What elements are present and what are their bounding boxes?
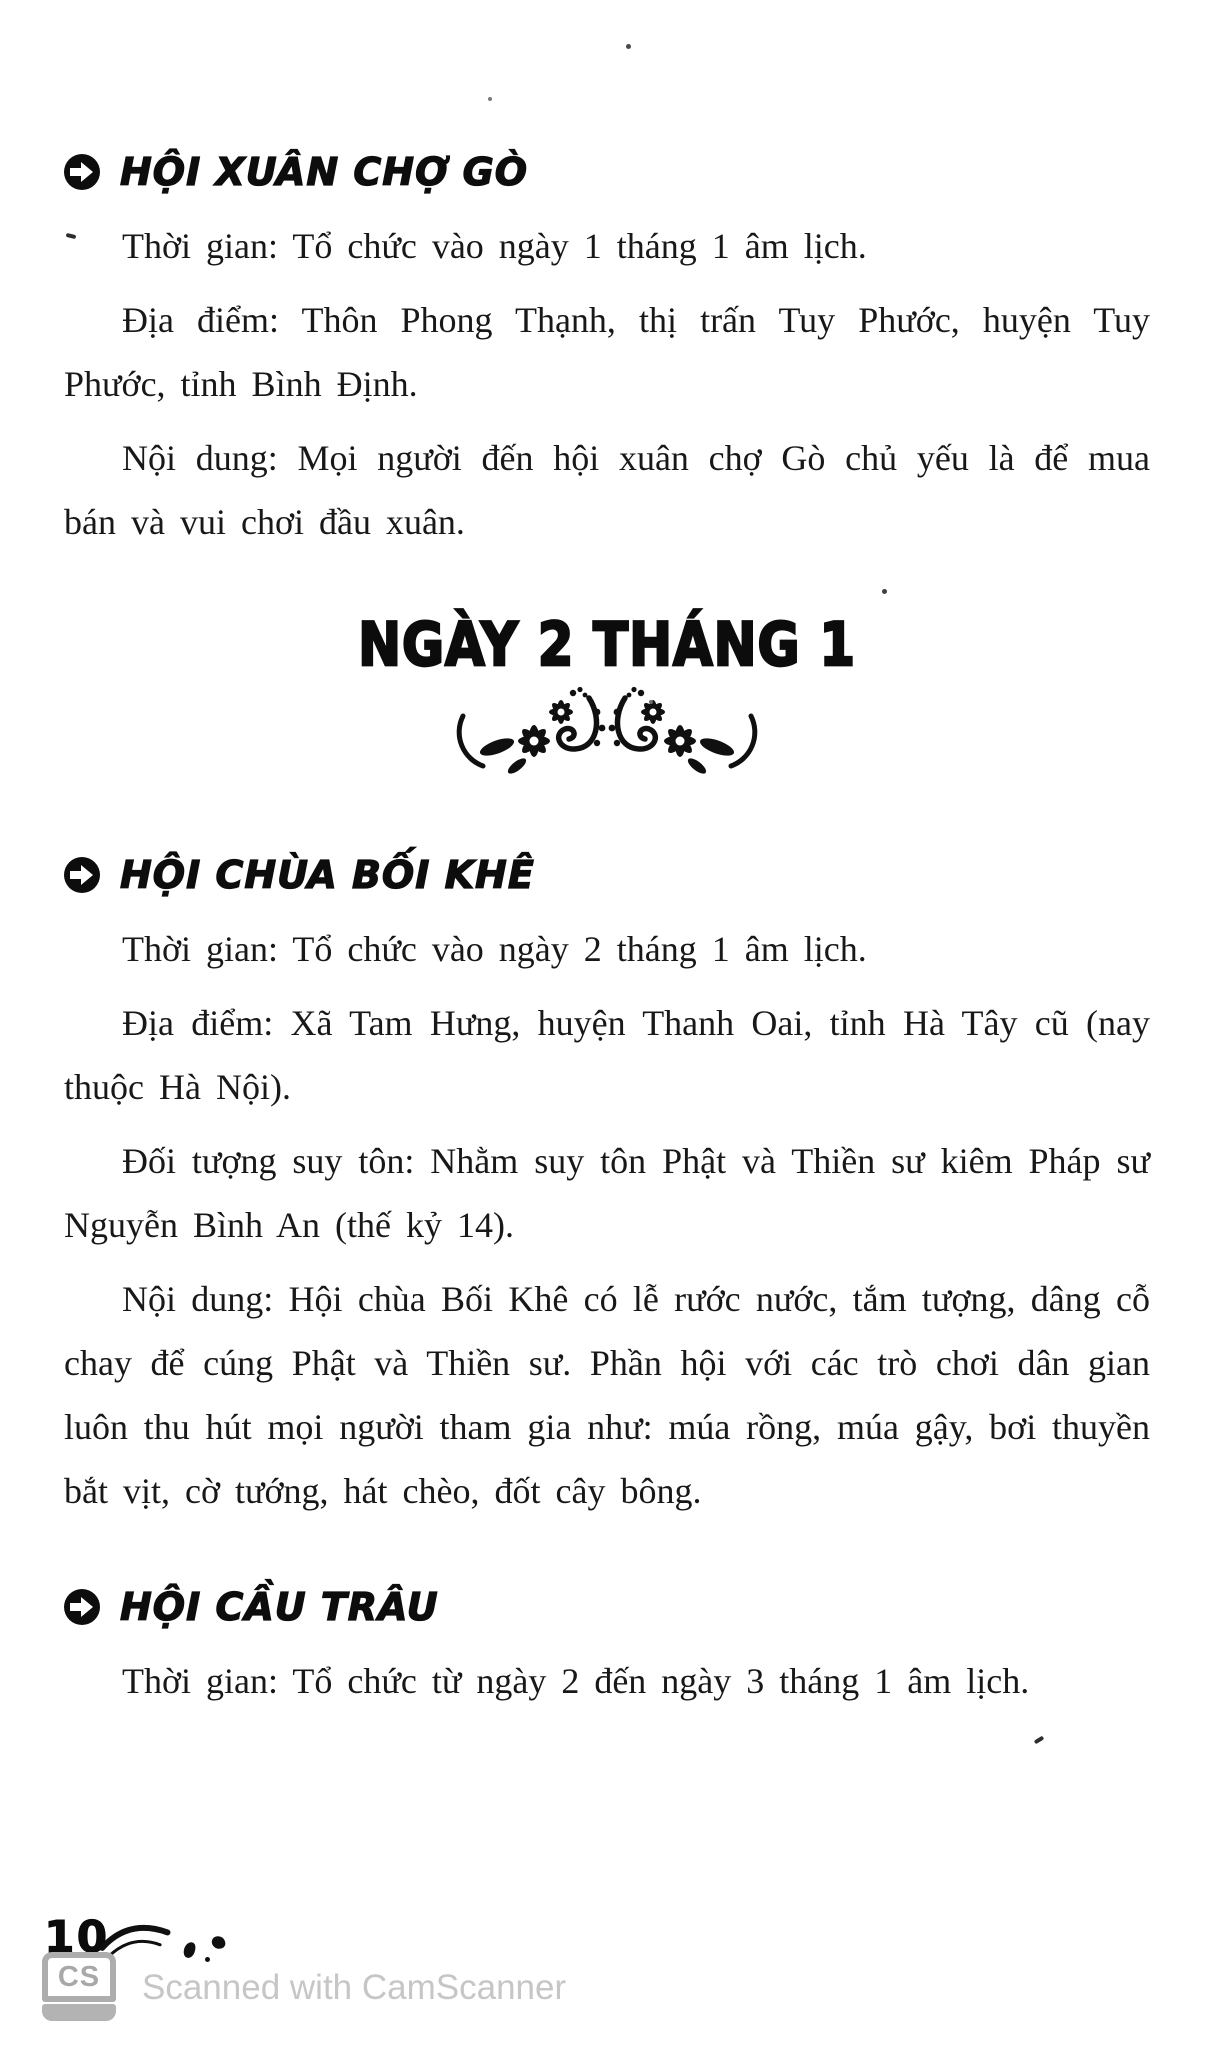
festival-section-hoi-chua-boi-khe <box>64 853 1150 1523</box>
camscanner-logo-tab <box>42 2004 116 2021</box>
paragraph-time: Thời gian: Tổ chức vào ngày 2 tháng 1 âm lịch. <box>122 929 867 969</box>
scan-speck <box>882 589 887 594</box>
festival-section-hoi-xuan-cho-go <box>64 150 1150 554</box>
festival-title <box>64 150 1150 194</box>
festival-section-hoi-cau-trau <box>64 1585 1150 1713</box>
paragraph-content: Nội dung: Hội chùa Bối Khê có lễ rước nước, tắm tượng, dâng cỗ chay để cúng Phật và Thiền sư. Phần hội với các trò chơi dân gian luôn thu hút mọi người tham gia như: múa rồng, múa gậy, bơi thuyền bắt vịt, cờ tướng, hát chèo, đốt cây bông. <box>64 1279 1150 1511</box>
festival-title <box>64 853 1150 897</box>
ink-blot <box>210 1934 226 1950</box>
camscanner-watermark <box>42 1952 566 2024</box>
day-heading <box>64 609 1150 680</box>
festival-title <box>64 1585 1150 1629</box>
floral-divider-icon <box>437 686 777 778</box>
circled-right-arrow-icon <box>64 1589 100 1625</box>
camscanner-logo-text: CS <box>42 1952 116 2002</box>
paragraph-place: Địa điểm: Thôn Phong Thạnh, thị trấn Tuy Phước, huyện Tuy Phước, tỉnh Bình Định. <box>64 300 1150 404</box>
camscanner-logo-icon <box>42 1952 116 2021</box>
circled-right-arrow-icon <box>64 154 100 190</box>
scan-speck <box>626 44 631 49</box>
scan-speck <box>649 700 653 704</box>
paragraph-content: Nội dung: Mọi người đến hội xuân chợ Gò chủ yếu là để mua bán và vui chơi đầu xuân. <box>64 438 1150 542</box>
ornament-row <box>64 686 1150 783</box>
scan-speck <box>1034 1736 1045 1745</box>
festival-title-text: HỘI CẦU TRÂU <box>120 1585 439 1629</box>
scan-speck <box>488 97 492 101</box>
paragraph-place: Địa điểm: Xã Tam Hưng, huyện Thanh Oai, tỉnh Hà Tây cũ (nay thuộc Hà Nội). <box>64 1003 1150 1107</box>
paragraph-time: Thời gian: Tổ chức vào ngày 1 tháng 1 âm lịch. <box>122 226 867 266</box>
festival-title-text: HỘI CHÙA BỐI KHÊ <box>120 853 535 897</box>
page-number: 10 <box>44 1912 110 1963</box>
watermark-label: Scanned with CamScanner <box>142 1968 567 2007</box>
paragraph-time: Thời gian: Tổ chức từ ngày 2 đến ngày 3 tháng 1 âm lịch. <box>122 1661 1030 1701</box>
festival-title-text: HỘI XUÂN CHỢ GÒ <box>120 150 529 194</box>
paragraph-honoree: Đối tượng suy tôn: Nhằm suy tôn Phật và Thiền sư kiêm Pháp sư Nguyễn Bình An (thế kỷ 14). <box>64 1141 1150 1245</box>
circled-right-arrow-icon <box>64 857 100 893</box>
day-heading-text: NGÀY 2 THÁNG 1 <box>358 609 856 680</box>
